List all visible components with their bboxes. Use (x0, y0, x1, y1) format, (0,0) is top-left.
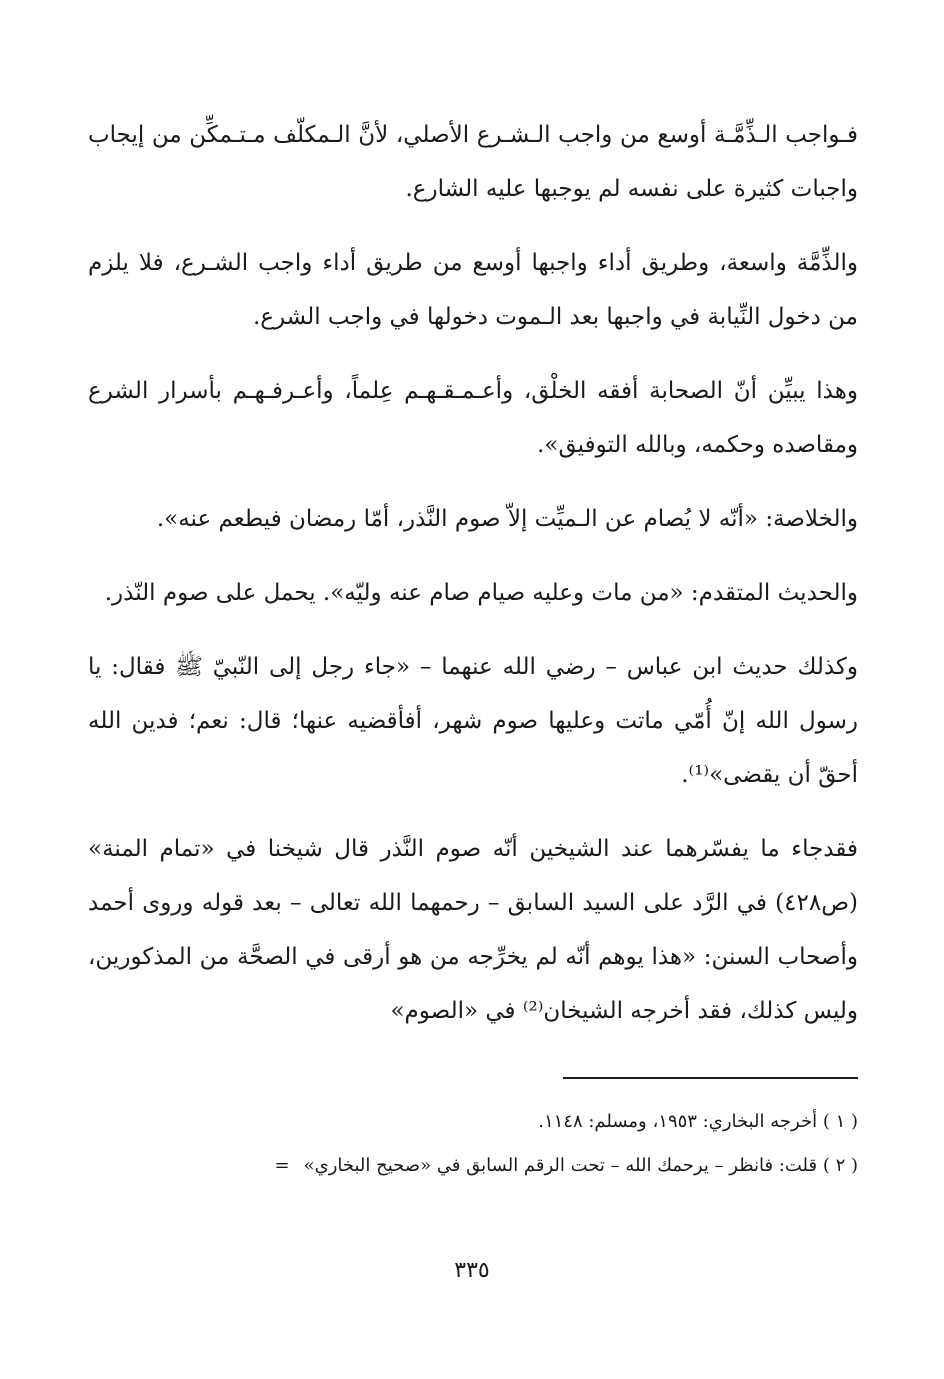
footnote-continuation-mark: = (274, 1155, 290, 1176)
page-number: ٣٣٥ (454, 1258, 490, 1283)
page-body (88, 108, 858, 1058)
footnotes (88, 1100, 858, 1188)
footnote-2 (88, 1144, 858, 1188)
paragraph-4: والخلاصة: «أنّه لا يُصام عن الـميِّت إلاّ صوم النَّذر، أمّا رمضان فيطعم عنه». (156, 506, 858, 532)
footnote-separator (563, 1077, 858, 1079)
paragraph-6: وكذلك حديث ابن عباس – رضي الله عنهما – «جاء رجل إلى النّبيّ ﷺ فقال: يا رسول الله إنّ أُمّي ماتت وعليها صوم شهر، أفأقضيه عنها؛ قال: نعم؛ فدين الله أحقّ أن يقضى»⁽¹⁾. (88, 654, 858, 788)
paragraph-1: فـواجب الـذِّمَّـة أوسع من واجب الـشـرع الأصلي، لأنَّ الـمكلّف مـتـمكِّن من إيجاب واجبات كثيرة على نفسه لم يوجبها عليه الشارع. (88, 122, 858, 202)
footnote-2-text: ( ٢ ) قلت: فانظر – يرحمك الله – تحت الرقم السابق في «صحيح البخاري» (303, 1155, 858, 1176)
paragraph-7: فقدجاء ما يفسّرهما عند الشيخين أنّه صوم النَّذر قال شيخنا في «تمام المنة» (ص٤٢٨) في الرَّد على السيد السابق – رحمهما الله تعالى – بعد قوله وروى أحمد وأصحاب السنن: «هذا يوهم أنّه لم يخرِّجه من هو أرقى في الصحَّة من المذكورين، وليس كذلك، فقد أخرجه الشيخان⁽²⁾ في «الصوم» (88, 836, 858, 1024)
paragraph-3: وهذا يبيِّن أنّ الصحابة أفقه الخلْق، وأعـمـقـهـم عِلماً، وأعـرفـهـم بأسرار الشرع ومقاصده وحكمه، وبالله التوفيق». (88, 378, 858, 458)
footnote-1: ( ١ ) أخرجه البخاري: ١٩٥٣، ومسلم: ١١٤٨. (538, 1111, 858, 1132)
paragraph-2: والذِّمَّة واسعة، وطريق أداء واجبها أوسع من طريق أداء واجب الشـرع، فلا يلزم من دخول النِّيابة في واجبها بعد الـموت دخولها في واجب الشرع. (88, 250, 858, 330)
paragraph-5: والحديث المتقدم: «من مات وعليه صيام صام عنه وليّه». يحمل على صوم النّذر. (104, 580, 858, 606)
